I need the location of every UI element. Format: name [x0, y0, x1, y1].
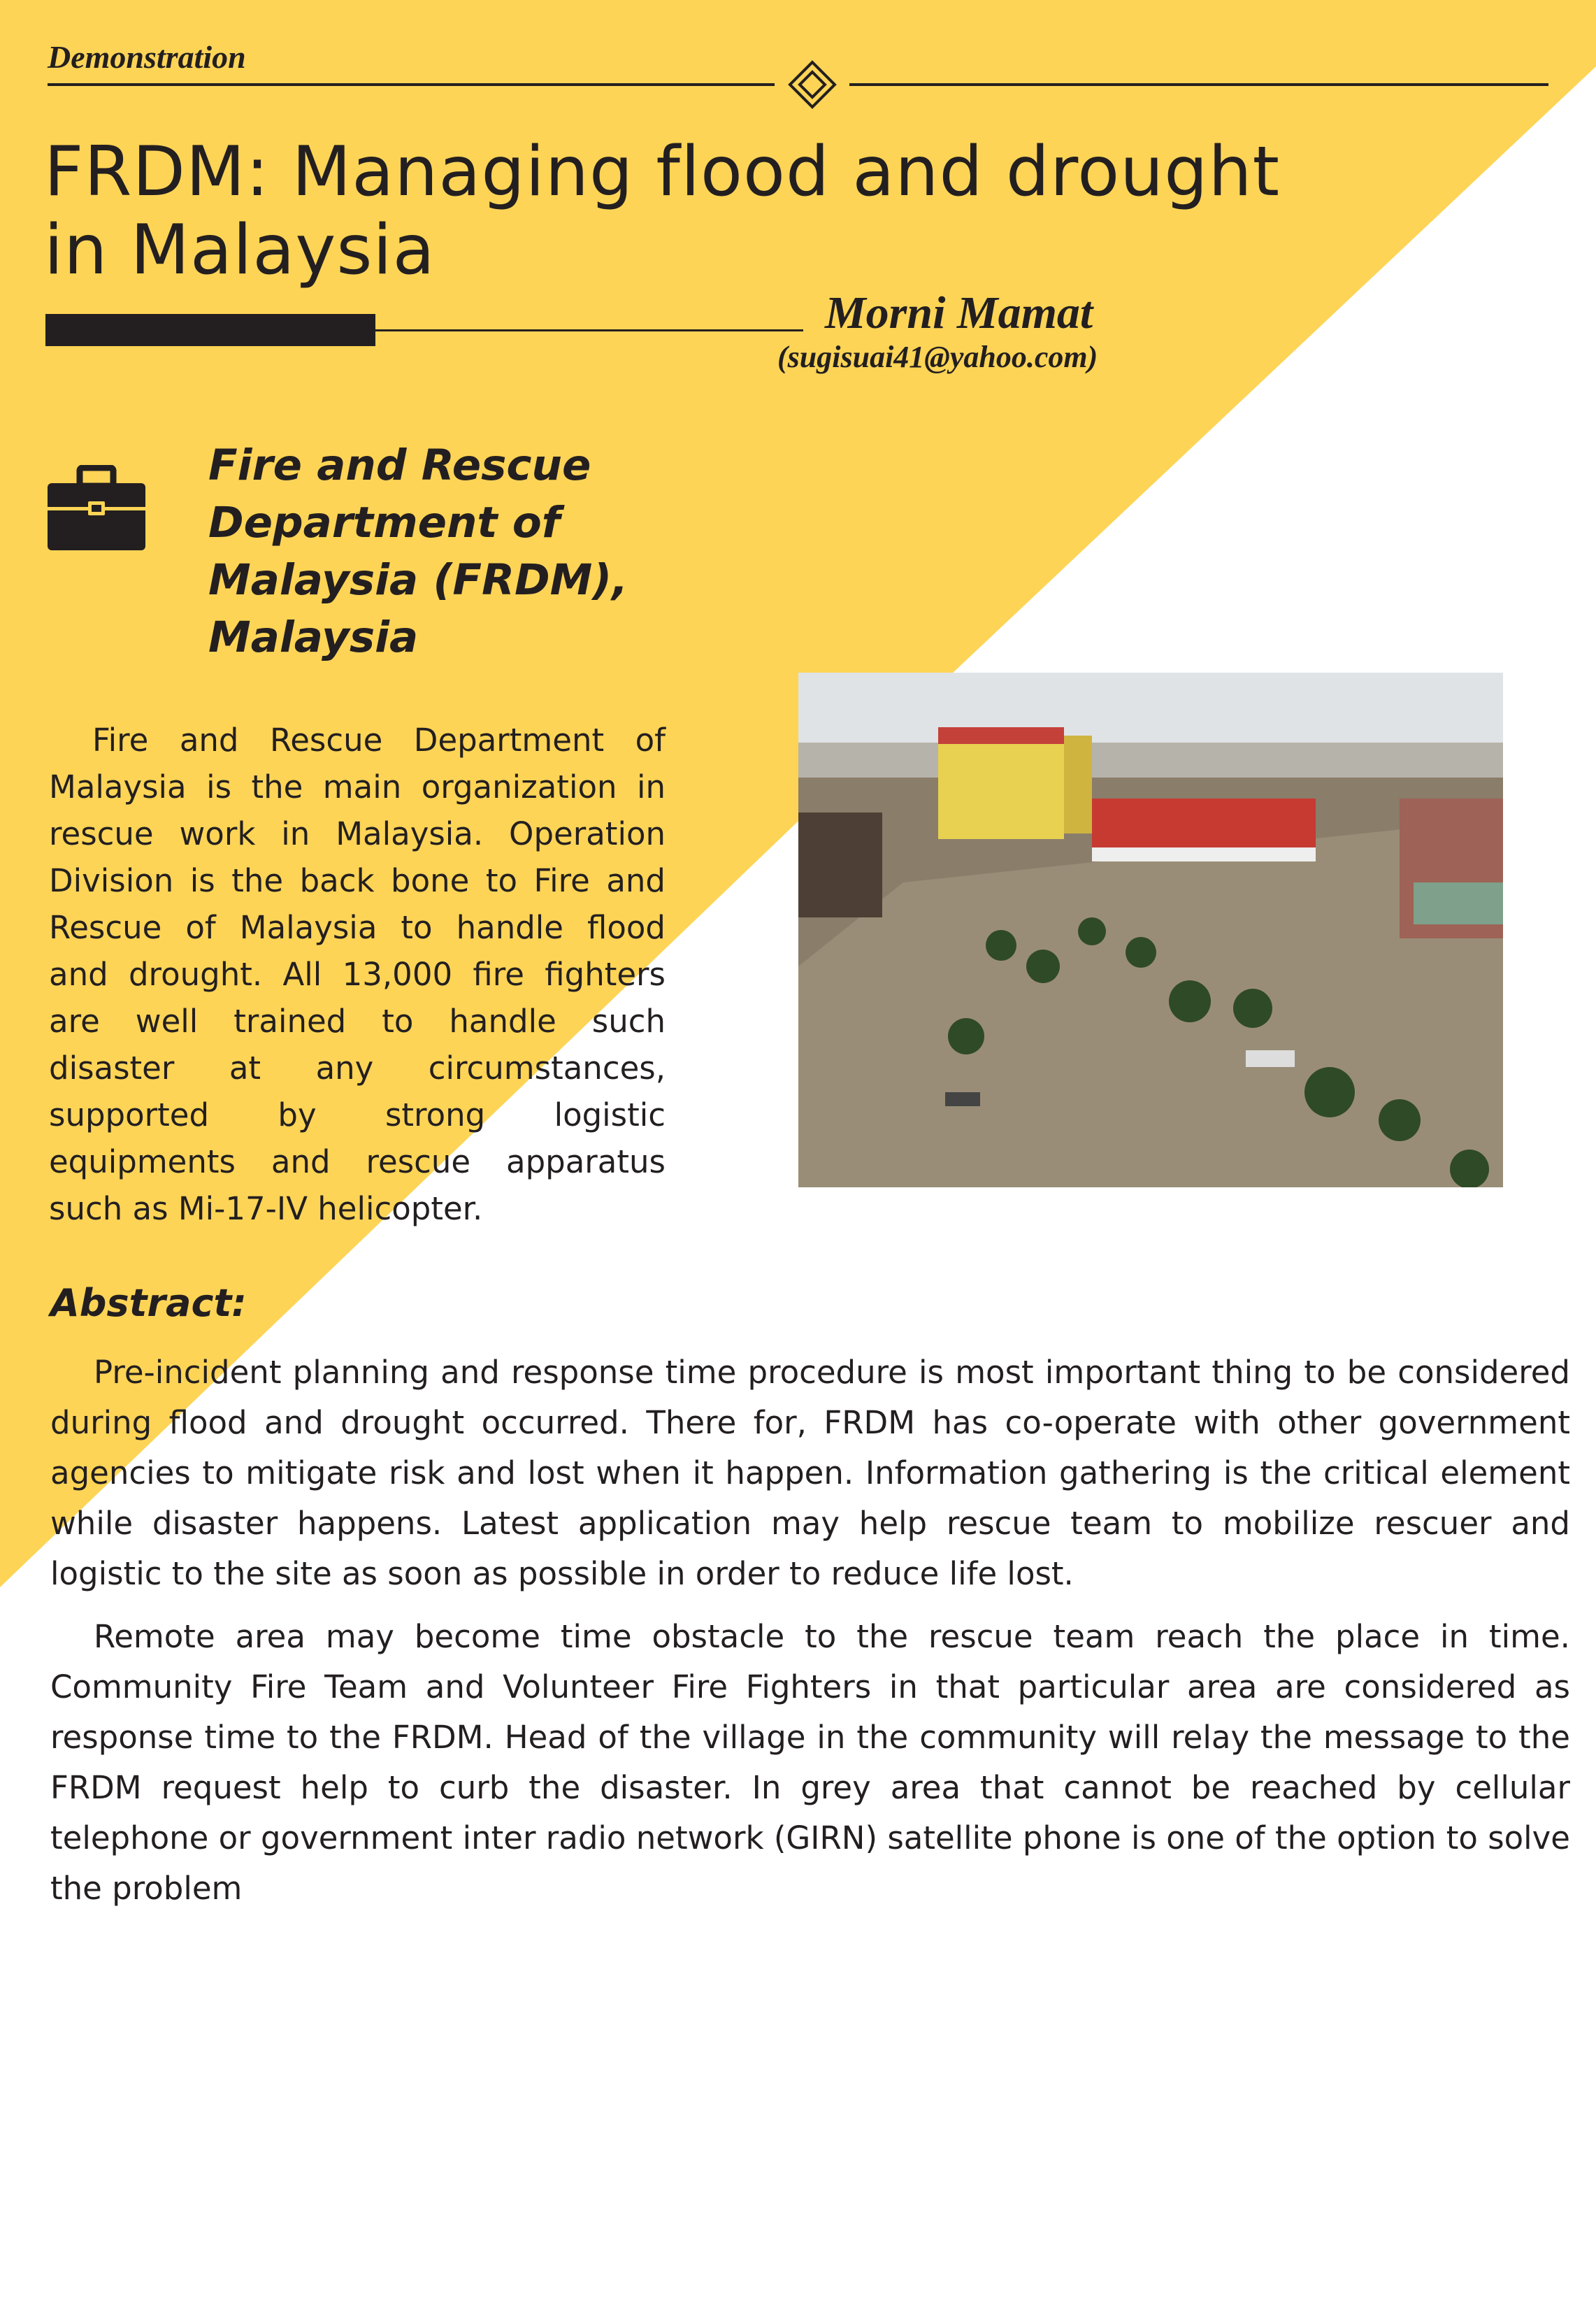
author-rule [375, 329, 803, 331]
author-accent-bar [45, 314, 375, 346]
author-name: Morni Mamat [825, 287, 1093, 338]
header-rule-left [48, 83, 775, 86]
diamond-ornament-icon [787, 59, 837, 110]
organization-name: Fire and Rescue Department of Malaysia (FRDM), Malaysia [208, 441, 628, 662]
author-email: (sugisuai41@yahoo.com) [777, 340, 1098, 374]
abstract-paragraph: Pre-incident planning and response time procedure is most important thing to be considered during flood and drought occurred. There for, FRDM has co-operate with other government agencies to mitigate risk and lost when it happen. Information gathering is the critical element while disaster happens. Latest application may help rescue team to mobilize rescuer and logistic to the site as soon as possible in order to reduce life lost. [50, 1354, 1570, 1592]
article-title: FRDM: Managing flood and drought in Malaysia [44, 132, 1281, 290]
briefcase-icon [48, 465, 145, 550]
abstract-paragraph: Remote area may become time obstacle to the rescue team reach the place in time. Community Fire Team and Volunteer Fire Fighters in that particular area are considered as response time to the FRDM. Head of the village in the community will relay the message to the FRDM request help to curb the disaster. In grey area that cannot be reached by cellular telephone or government inter radio network (GIRN) satellite phone is one of the option to solve the problem [50, 1618, 1570, 1907]
intro-paragraph: Fire and Rescue Department of Malaysia is the main organization in rescue work in Malaysia. Operation Division is the back bone to Fire and Rescue of Malaysia to handle flood and drought. All 13,000 fire fighters are well trained to handle such disaster at any circumstances, supported by strong logistic equipments and rescue apparatus such as Mi-17-IV helicopter. [49, 722, 666, 1227]
abstract-heading: Abstract: [50, 1281, 247, 1325]
header-rule-right [849, 83, 1548, 86]
flood-photo [798, 673, 1503, 1187]
section-label: Demonstration [48, 39, 246, 75]
